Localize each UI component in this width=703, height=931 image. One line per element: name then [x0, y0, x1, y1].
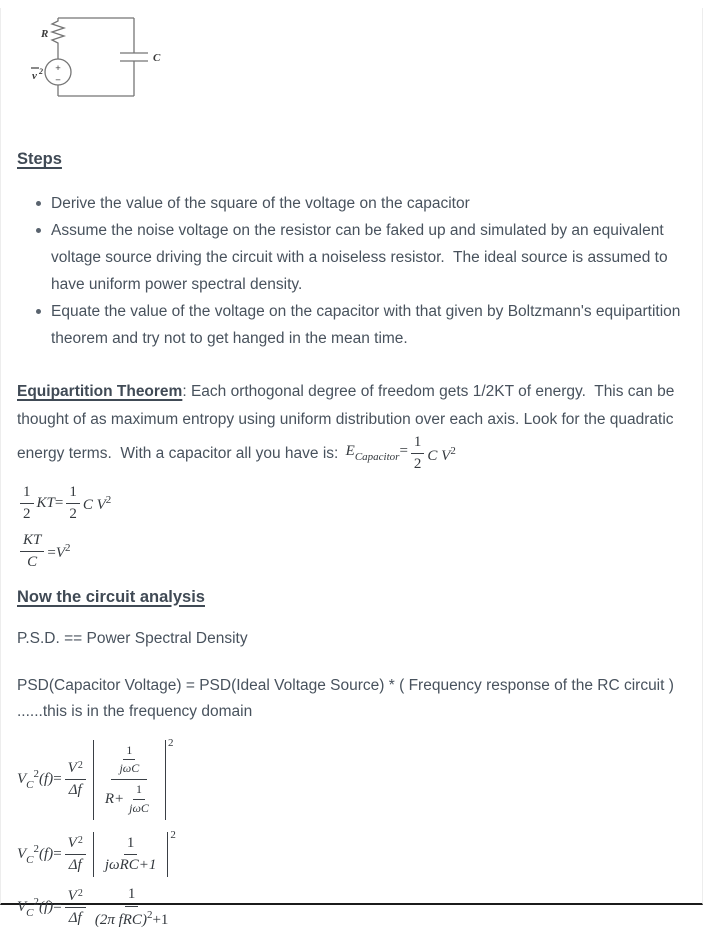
math-token: =: [53, 846, 62, 863]
math-token: V: [67, 834, 77, 851]
fraction-numerator: 1: [133, 783, 145, 800]
math-superscript: 2: [450, 445, 456, 458]
math-token: V: [67, 887, 77, 904]
math-token: (f): [39, 771, 54, 788]
half-kt-formula: [17, 485, 686, 523]
math-token: ): [141, 911, 147, 928]
math-token: E: [345, 442, 355, 459]
fraction-denominator: 2: [23, 506, 31, 522]
fraction-denominator: C: [27, 554, 38, 570]
fraction-denominator: jωRC+1: [104, 857, 157, 874]
math-superscript: 2: [167, 736, 174, 749]
math-token: V: [67, 759, 77, 776]
bullet-icon: [36, 309, 41, 314]
absolute-value-bars: [93, 740, 166, 820]
bullet-icon: [36, 201, 41, 206]
list-item: [17, 190, 686, 217]
fraction: [411, 434, 425, 474]
fraction: [102, 835, 160, 875]
math-token: KT: [36, 495, 55, 511]
math-token: C V: [82, 496, 106, 513]
fraction-denominator: jωC: [129, 800, 149, 815]
math-token: (f): [39, 846, 54, 863]
absolute-value-group: [93, 736, 174, 820]
math-superscript: 2: [33, 768, 40, 781]
fraction: [126, 783, 152, 816]
fraction: [20, 532, 44, 572]
math-token: (2π fRC: [94, 911, 142, 928]
bullet-icon: [36, 228, 41, 233]
circuit-analysis-heading: Now the circuit analysis: [17, 587, 205, 606]
equipartition-text: : Each orthogonal degree of freedom gets 1/2KT of energy. This can be thought of as maximum entropy using uniform distribution over each axis. Look for the quadratic energy terms. With a capacitor all you have is:: [17, 383, 679, 462]
math-superscript: 2: [77, 887, 83, 899]
fraction-numerator: 1: [124, 835, 138, 855]
math-superscript: 2: [77, 834, 83, 846]
math-token: =: [399, 442, 408, 459]
capacitor-energy-formula: [346, 434, 456, 474]
math-token: R+: [104, 790, 125, 807]
fraction-numerator: 1: [125, 886, 139, 906]
psd-equation: PSD(Capacitor Voltage) = PSD(Ideal Voltage Source) * ( Frequency response of the RC circuit ): [17, 676, 674, 694]
math-token: V: [17, 846, 27, 863]
math-superscript: 2: [33, 843, 40, 856]
math-superscript: 2: [105, 493, 112, 506]
fraction: [65, 835, 86, 875]
math-token: V: [17, 899, 27, 916]
fraction: [20, 484, 34, 524]
list-item: [17, 298, 686, 352]
math-token: +1: [152, 911, 169, 928]
fraction-denominator: Δf: [68, 782, 82, 799]
fraction-denominator: 2: [69, 506, 77, 522]
fraction-numerator: KT: [20, 532, 44, 552]
resistor-icon: [52, 18, 64, 46]
circuit-wires: [58, 18, 134, 96]
math-subscript: C: [26, 854, 34, 867]
fraction-numerator: 1: [66, 484, 80, 504]
fraction-denominator: Δf: [68, 857, 82, 874]
math-superscript: 2: [77, 759, 83, 771]
fraction: [65, 760, 86, 800]
capacitor-label: C: [153, 52, 161, 64]
math-token: (f): [39, 899, 54, 916]
equipartition-paragraph: [17, 378, 686, 474]
math-subscript: Capacitor: [354, 450, 400, 463]
math-subscript: C: [26, 907, 34, 920]
math-superscript: 2: [65, 541, 71, 554]
math-token: =: [53, 899, 62, 916]
list-item: [17, 217, 686, 298]
fraction: [66, 484, 80, 524]
math-superscript: 2: [170, 828, 176, 841]
math-token: V: [55, 544, 65, 561]
fraction-numerator: 1: [411, 434, 425, 454]
steps-list: [17, 190, 686, 352]
capacitor-icon: [120, 53, 148, 61]
steps-heading: Steps: [17, 150, 62, 168]
math-token: =: [47, 544, 56, 561]
kt-over-c-formula: [17, 531, 686, 570]
resistor-label: R: [41, 28, 49, 40]
list-item-text: Assume the noise voltage on the resistor can be faked up and simulated by an equivalent voltage source driving the circuit with a noiseless resistor. The ideal source is assumed to have uniform power spectral density.: [51, 222, 672, 293]
vc-formula-full: [17, 736, 686, 820]
vc-formula-final: [17, 885, 686, 931]
fraction-denominator: jωC: [119, 761, 140, 776]
absolute-value-group: [93, 828, 176, 878]
fraction: [102, 743, 157, 817]
fraction-denominator: 2: [413, 456, 422, 473]
rc-circuit-diagram: [26, 8, 171, 108]
math-token: C V: [427, 448, 451, 465]
math-subscript: C: [26, 779, 34, 792]
list-item-text: Derive the value of the square of the voltage on the capacitor: [51, 195, 470, 212]
fraction-denominator: Δf: [68, 910, 82, 927]
math-token: =: [53, 771, 62, 788]
fraction-numerator: 1: [123, 744, 135, 761]
source-label: v: [32, 70, 37, 82]
source-minus-sign: −: [55, 75, 61, 86]
psd-paragraph: [17, 673, 686, 725]
vc-formula-simplified: [17, 828, 686, 878]
math-superscript: 2: [146, 908, 153, 921]
absolute-value-bars: [93, 832, 169, 878]
equipartition-heading: Equipartition Theorem: [17, 383, 183, 400]
fraction: [65, 888, 86, 928]
fraction: [116, 744, 142, 777]
frequency-domain-note: ......this is in the frequency domain: [17, 702, 253, 720]
math-superscript: 2: [33, 896, 40, 909]
math-token: V: [17, 771, 27, 788]
fraction-numerator: 1: [20, 484, 34, 504]
source-label-exponent: 2: [39, 67, 43, 76]
source-plus-sign: +: [55, 63, 61, 74]
psd-definition: P.S.D. == Power Spectral Density: [17, 629, 248, 647]
list-item-text: Equate the value of the voltage on the capacitor with that given by Boltzmann's equipartition theorem and try not to get hanged in the mean time.: [51, 303, 685, 347]
math-token: =: [54, 495, 64, 511]
fraction: [92, 886, 172, 929]
